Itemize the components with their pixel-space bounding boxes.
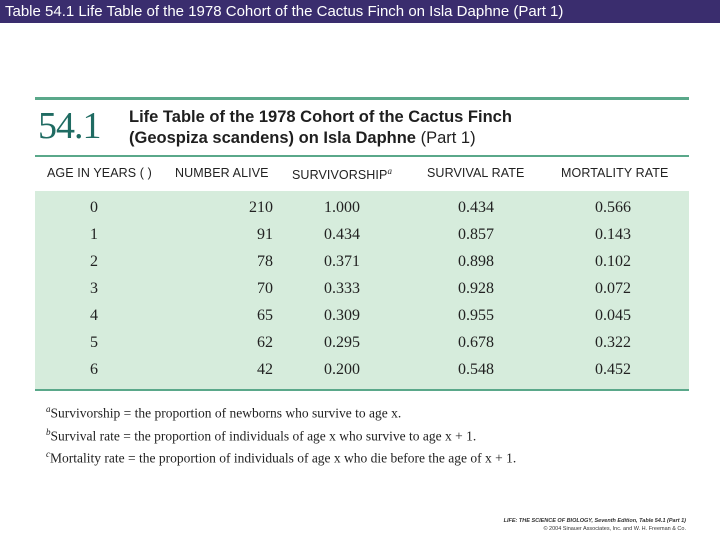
copyright-credit [504,517,686,533]
cell-survival-rate: 0.857 [458,226,494,243]
table-title-part: (Part 1) [420,129,476,147]
table-row [35,303,689,330]
cell-survivorship: 0.200 [324,361,360,378]
cell-age: 2 [90,253,98,270]
table-bottom-rule [35,389,689,391]
header-mortality-rate: MORTALITY RATE [561,166,669,180]
header-age: AGE IN YEARS ( ) [47,166,152,180]
cell-age: 3 [90,280,98,297]
cell-number-alive: 70 [257,280,273,297]
cell-survival-rate: 0.898 [458,253,494,270]
table-row [35,357,689,384]
cell-mortality-rate: 0.045 [595,307,631,324]
footnote [46,445,516,468]
table-row [35,249,689,276]
cell-number-alive: 42 [257,361,273,378]
table-title-line1: Life Table of the 1978 Cohort of the Cactus Finch [129,108,512,126]
cell-mortality-rate: 0.143 [595,226,631,243]
cell-mortality-rate: 0.072 [595,280,631,297]
cell-age: 1 [90,226,98,243]
cell-survivorship: 0.371 [324,253,360,270]
table-title [129,107,512,149]
table-row [35,222,689,249]
credit-source: LIFE: THE SCIENCE OF BIOLOGY, Seventh Edition, Table 54.1 (Part 1) [503,518,686,524]
cell-survival-rate: 0.955 [458,307,494,324]
header-survivorship-label: SURVIVORSHIP [292,168,388,183]
cell-mortality-rate: 0.322 [595,334,631,351]
header-survivorship-footnote-mark: a [387,166,393,176]
cell-survivorship: 0.295 [324,334,360,351]
header-number-alive: NUMBER ALIVE [175,166,269,180]
cell-age: 5 [90,334,98,351]
footnote [46,400,516,423]
cell-mortality-rate: 0.452 [595,361,631,378]
cell-number-alive: 65 [257,307,273,324]
table-header-row [35,157,689,191]
table-title-line2 [129,128,512,149]
table-body [35,191,689,389]
cell-age: 4 [90,307,98,324]
cell-age: 6 [90,361,98,378]
cell-age: 0 [90,199,98,216]
header-survival-rate: SURVIVAL RATE [427,166,525,180]
footnote-mark: a [46,404,51,414]
footnotes [46,400,516,468]
credit-copyright: © 2004 Sinauer Associates, Inc. and W. H. Freeman & Co. [543,526,686,532]
cell-survivorship: 0.434 [324,226,360,243]
slide-title: Table 54.1 Life Table of the 1978 Cohort of the Cactus Finch on Isla Daphne (Part 1) [0,0,720,23]
footnote-text: Mortality rate = the proportion of individuals of age x who die before the age of x + 1. [50,450,517,466]
cell-survival-rate: 0.678 [458,334,494,351]
cell-mortality-rate: 0.102 [595,253,631,270]
table-row [35,195,689,222]
table-row [35,276,689,303]
cell-number-alive: 91 [257,226,273,243]
footnote-mark: b [46,426,51,437]
table-number: 54.1 [38,105,101,147]
cell-survival-rate: 0.928 [458,280,494,297]
footnote [46,423,516,446]
cell-number-alive: 78 [257,253,273,270]
cell-survivorship: 1.000 [324,199,360,216]
cell-survival-rate: 0.434 [458,199,494,216]
cell-survivorship: 0.333 [324,280,360,297]
footnote-text: Survivorship = the proportion of newborns who survive to age x. [50,405,402,421]
table-title-line2-text: (Geospiza scandens) on Isla Daphne [129,129,416,147]
table-top-rule [35,97,689,100]
table-row [35,330,689,357]
cell-survival-rate: 0.548 [458,361,494,378]
cell-number-alive: 210 [249,199,273,216]
footnote-mark: c [46,449,50,459]
cell-mortality-rate: 0.566 [595,199,631,216]
header-survivorship [292,166,392,182]
cell-survivorship: 0.309 [324,307,360,324]
footnote-text: Survival rate = the proportion of individuals of age x who survive to age x + 1. [50,428,477,443]
cell-number-alive: 62 [257,334,273,351]
